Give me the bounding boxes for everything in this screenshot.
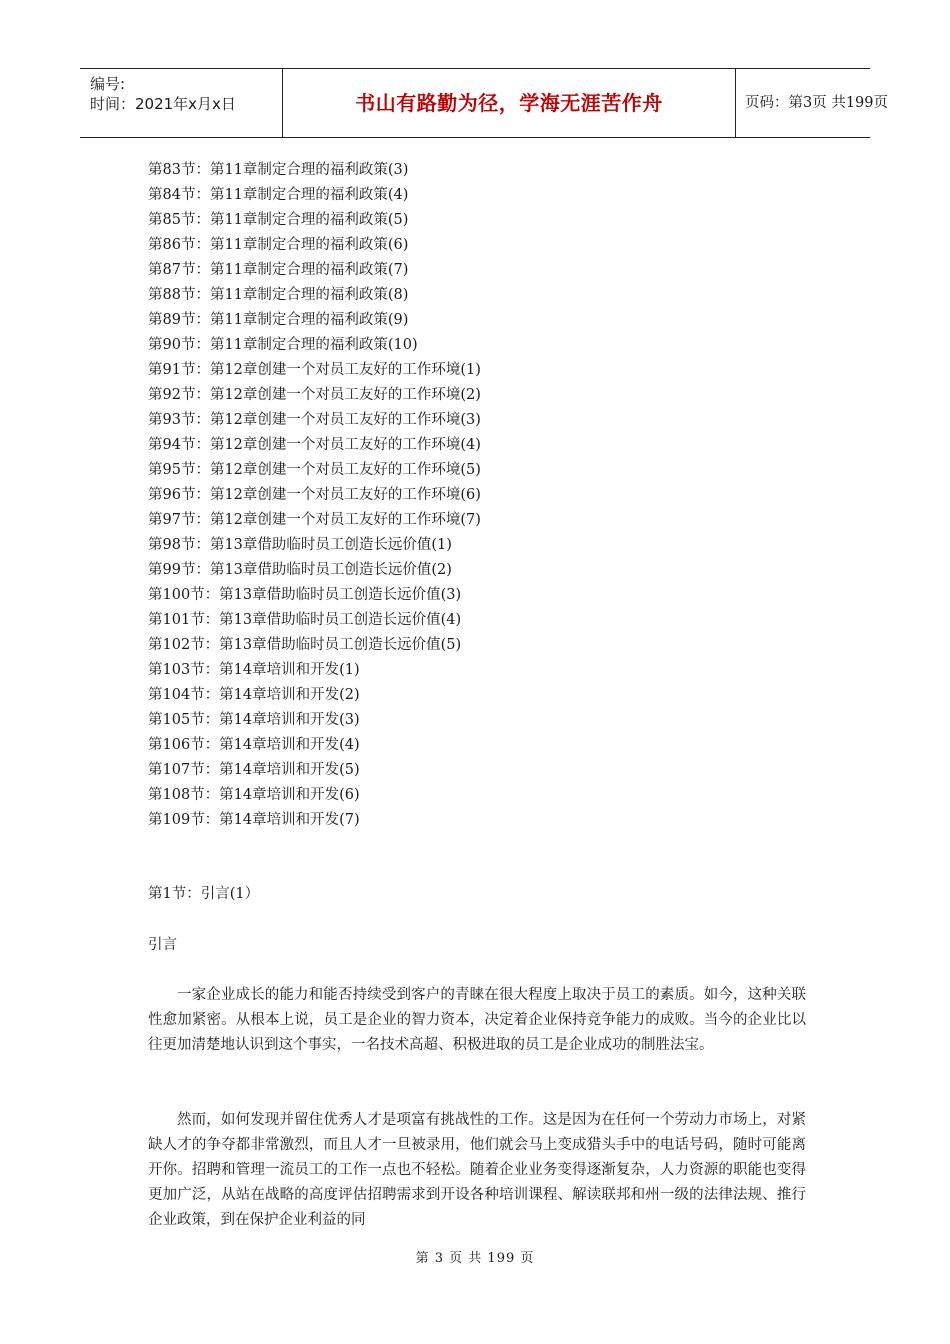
toc-item: 第103节：第14章培训和开发(1) bbox=[148, 662, 360, 678]
toc-item: 第95节：第12章创建一个对员工友好的工作环境(5) bbox=[148, 462, 481, 478]
body-paragraph: 然而，如何发现并留住优秀人才是项富有挑战性的工作。这是因为在任何一个劳动力市场上，对紧缺人才的争夺都非常激烈，而且人才一旦被录用，他们就会马上变成猎头手中的电话号码，随时可能离开你。招聘和管理一流员工的工作一点也不轻松。随着企业业务变得逐渐复杂，人力资源的职能也变得更加广泛，从站在战略的高度评估招聘需求到开设各种培训课程、解读联邦和州一级的法律法规、推行企业政策，到在保护企业利益的同 bbox=[148, 1112, 806, 1228]
toc-item: 第83节：第11章制定合理的福利政策(3) bbox=[148, 162, 409, 178]
toc-item: 第91节：第12章创建一个对员工友好的工作环境(1) bbox=[148, 362, 481, 378]
table-of-contents bbox=[148, 158, 481, 833]
toc-item: 第93节：第12章创建一个对员工友好的工作环境(3) bbox=[148, 412, 481, 428]
header-page-info: 页码：第3页 共199页 bbox=[745, 95, 889, 111]
toc-item: 第109节：第14章培训和开发(7) bbox=[148, 812, 360, 828]
section-title: 第1节：引言(1） bbox=[148, 886, 260, 902]
page-footer: 第 3 页 共 199 页 bbox=[415, 1251, 535, 1266]
toc-item: 第86节：第11章制定合理的福利政策(6) bbox=[148, 237, 409, 253]
toc-item: 第94节：第12章创建一个对员工友好的工作环境(4) bbox=[148, 437, 481, 453]
toc-item: 第108节：第14章培训和开发(6) bbox=[148, 787, 360, 803]
page-header bbox=[80, 68, 889, 138]
toc-item: 第104节：第14章培训和开发(2) bbox=[148, 687, 360, 703]
body-paragraph: 一家企业成长的能力和能否持续受到客户的青睐在很大程度上取决于员工的素质。如今，这种关联性愈加紧密。从根本上说，员工是企业的智力资本，决定着企业保持竞争能力的成败。当今的企业比以往更加清楚地认识到这个事实，一名技术高超、积极进取的员工是企业成功的制胜法宝。 bbox=[148, 987, 806, 1053]
toc-item: 第100节：第13章借助临时员工创造长远价值(3) bbox=[148, 587, 462, 603]
toc-item: 第87节：第11章制定合理的福利政策(7) bbox=[148, 262, 409, 278]
toc-item: 第97节：第12章创建一个对员工友好的工作环境(7) bbox=[148, 512, 481, 528]
toc-item: 第96节：第12章创建一个对员工友好的工作环境(6) bbox=[148, 487, 481, 503]
document-date: 时间：2021年x月x日 bbox=[90, 95, 236, 113]
toc-item: 第89节：第11章制定合理的福利政策(9) bbox=[148, 312, 409, 328]
toc-item: 第106节：第14章培训和开发(4) bbox=[148, 737, 360, 753]
section-subtitle: 引言 bbox=[148, 937, 177, 953]
toc-item: 第84节：第11章制定合理的福利政策(4) bbox=[148, 187, 409, 203]
toc-item: 第107节：第14章培训和开发(5) bbox=[148, 762, 360, 778]
toc-item: 第99节：第13章借助临时员工创造长远价值(2) bbox=[148, 562, 452, 578]
toc-item: 第85节：第11章制定合理的福利政策(5) bbox=[148, 212, 409, 228]
document-number-label: 编号: bbox=[90, 75, 126, 93]
toc-item: 第98节：第13章借助临时员工创造长远价值(1) bbox=[148, 537, 452, 553]
header-motto: 书山有路勤为径，学海无涯苦作舟 bbox=[282, 69, 736, 137]
toc-item: 第90节：第11章制定合理的福利政策(10) bbox=[148, 337, 418, 353]
toc-item: 第92节：第12章创建一个对员工友好的工作环境(2) bbox=[148, 387, 481, 403]
header-left-cell bbox=[80, 69, 282, 137]
toc-item: 第101节：第13章借助临时员工创造长远价值(4) bbox=[148, 612, 462, 628]
toc-item: 第102节：第13章借助临时员工创造长远价值(5) bbox=[148, 637, 462, 653]
toc-item: 第105节：第14章培训和开发(3) bbox=[148, 712, 360, 728]
toc-item: 第88节：第11章制定合理的福利政策(8) bbox=[148, 287, 409, 303]
